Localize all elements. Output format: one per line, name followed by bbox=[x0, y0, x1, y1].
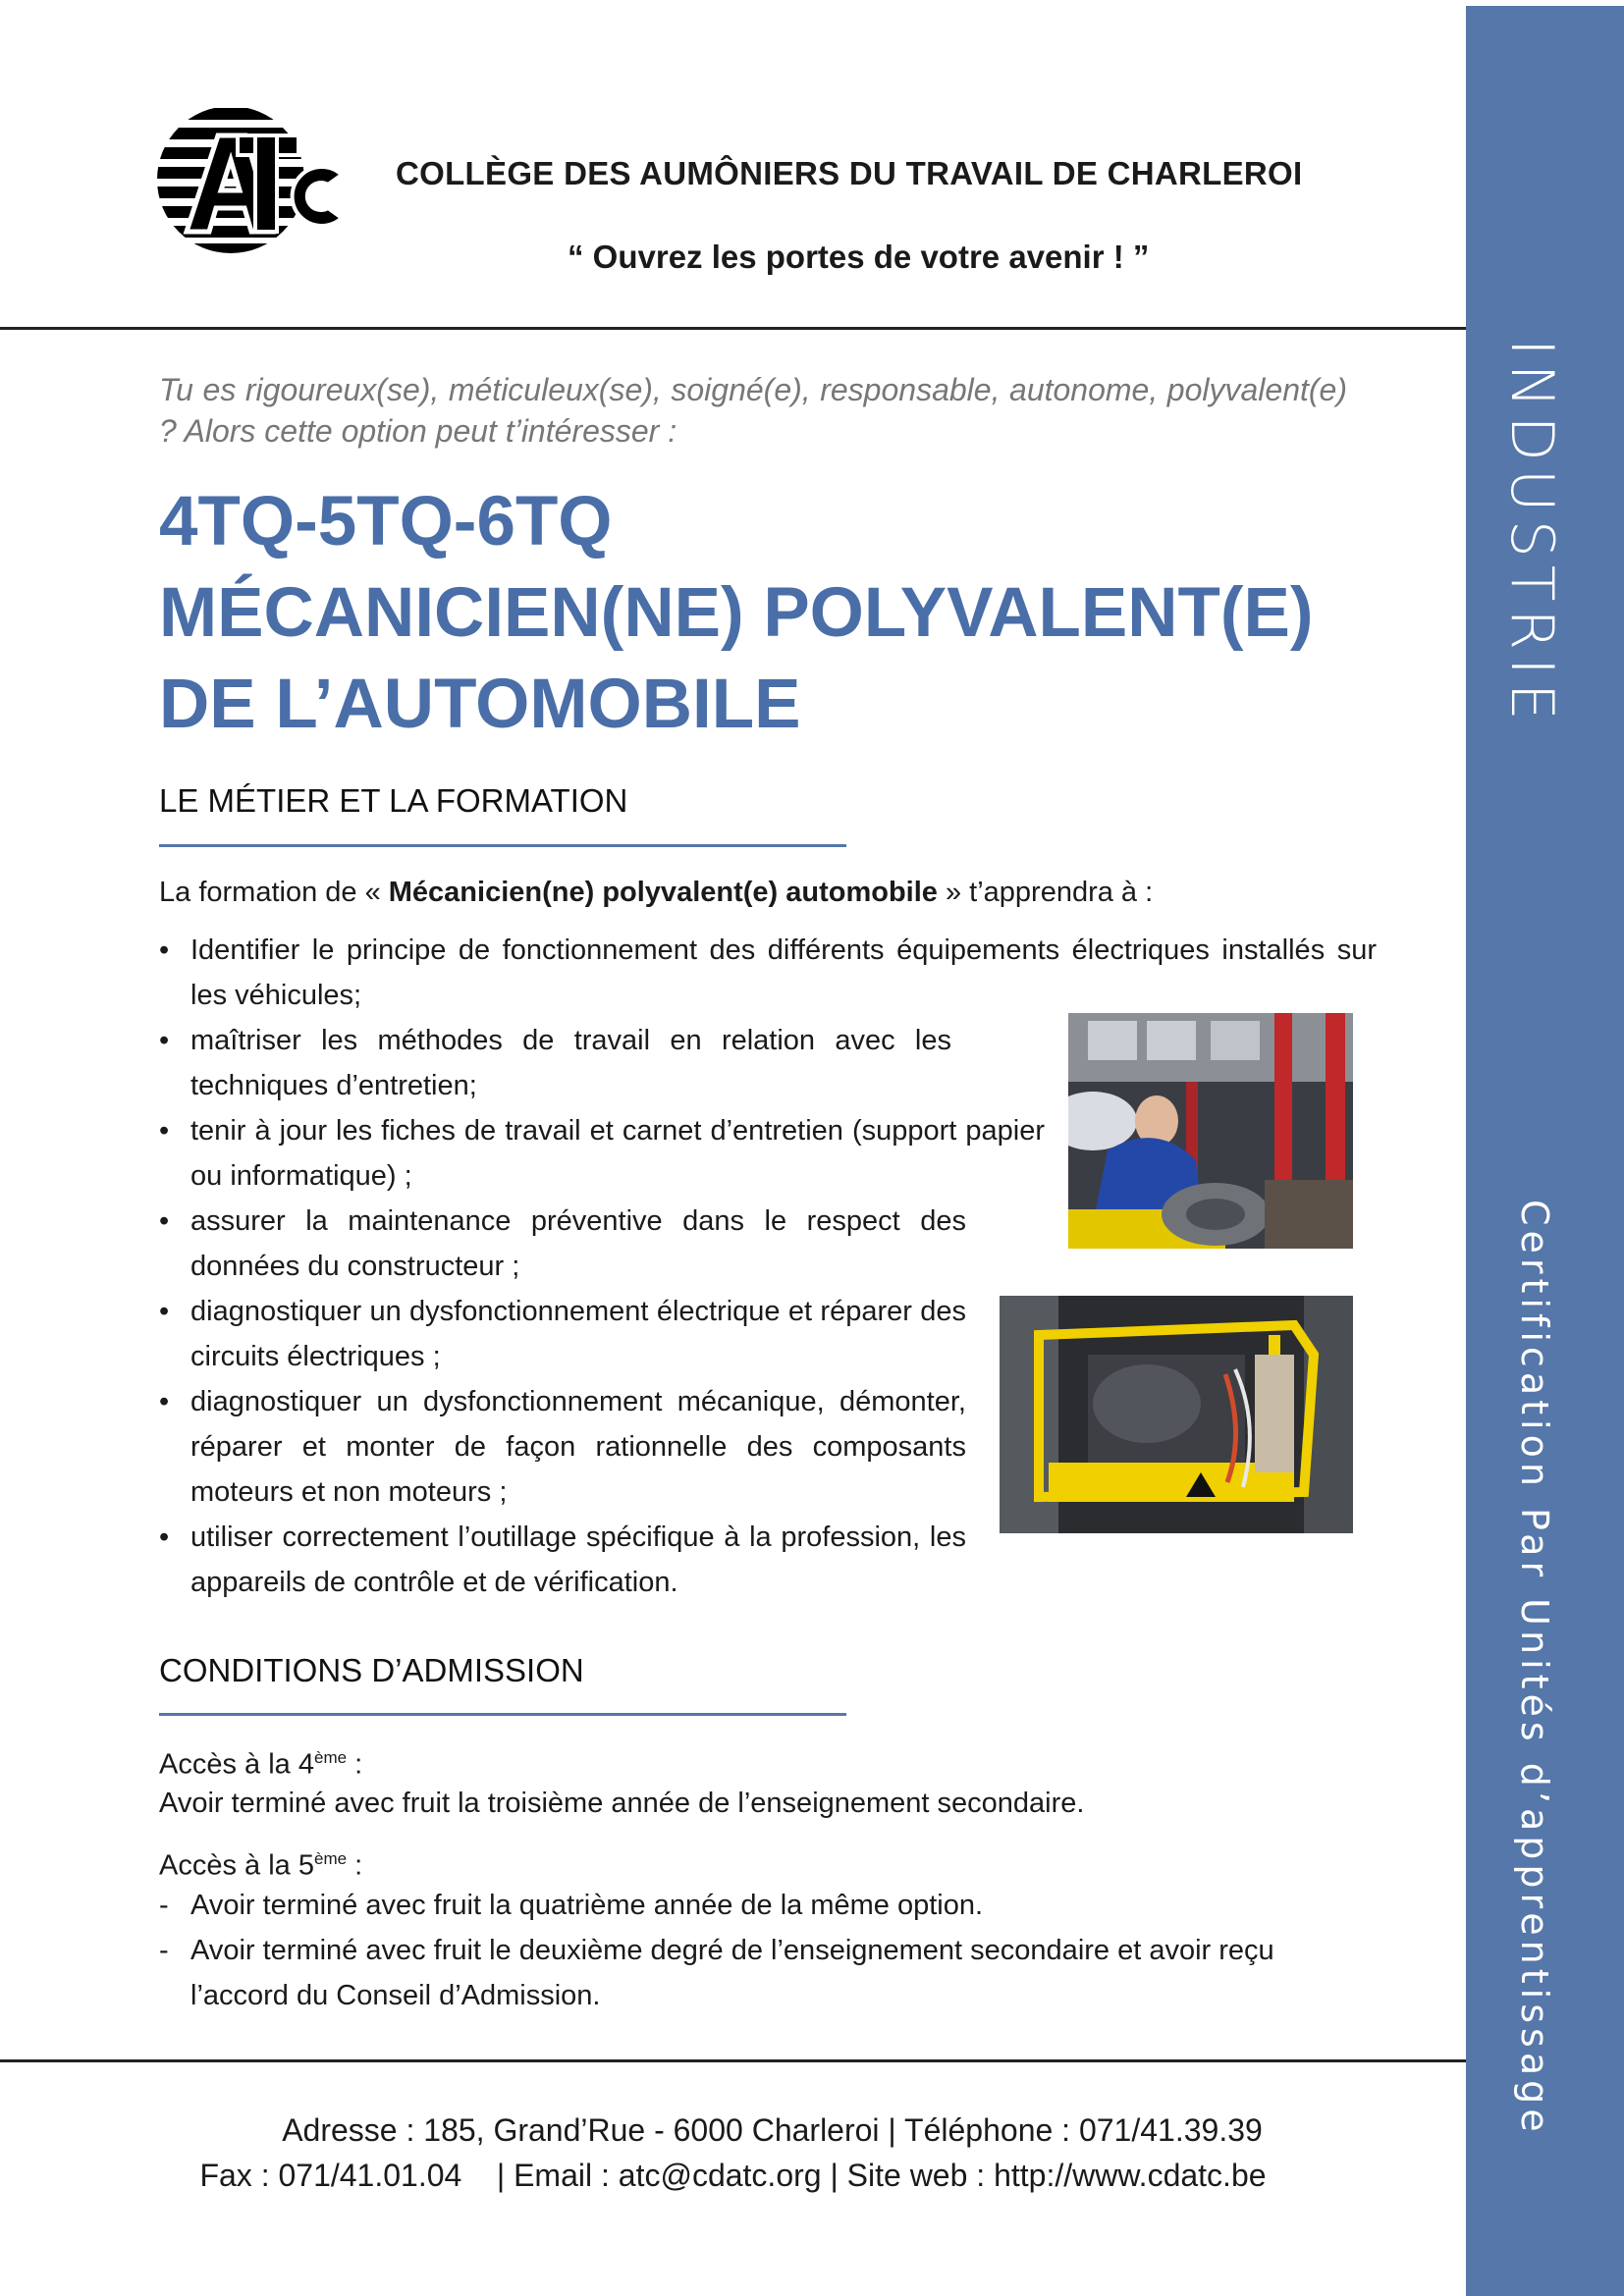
acces-text: Accès à la 4 bbox=[159, 1748, 314, 1781]
acces-text: : bbox=[347, 1849, 363, 1882]
footer-address: Adresse : 185, Grand’Rue - 6000 Charleroi | Téléphone : 071/41.39.39 bbox=[282, 2112, 1263, 2148]
college-name: COLLÈGE DES AUMÔNIERS DU TRAVAIL DE CHARLEROI bbox=[396, 155, 1303, 191]
formation-lead bbox=[159, 877, 1153, 909]
list-item: • diagnostiquer un dysfonctionnement mécanique, démonter, réparer et monter de façon rationnelle des composants moteurs et non moteurs ; bbox=[159, 1379, 966, 1515]
atc-logo bbox=[157, 106, 348, 253]
title-line: 4TQ-5TQ-6TQ bbox=[159, 483, 613, 561]
acces-4-text: Avoir terminé avec fruit la troisième année de l’enseignement secondaire. bbox=[159, 1788, 1085, 1819]
list-item: • assurer la maintenance préventive dans le respect des données du constructeur ; bbox=[159, 1199, 966, 1289]
acces-5-list bbox=[159, 1883, 1337, 2018]
page-title bbox=[159, 476, 1386, 750]
list-item: • diagnostiquer un dysfonctionnement électrique et réparer des circuits électriques ; bbox=[159, 1289, 966, 1379]
section-heading-metier: LE MÉTIER ET LA FORMATION bbox=[159, 782, 628, 819]
sidebar-category: INDUSTRIE bbox=[1497, 339, 1566, 728]
lead-text: La formation de « bbox=[159, 877, 389, 908]
list-item: • maîtriser les méthodes de travail en relation avec les techniques d’entretien; bbox=[159, 1018, 951, 1108]
motto: “ Ouvrez les portes de votre avenir ! ” bbox=[568, 239, 1150, 275]
intro-text: Tu es rigoureux(se), méticuleux(se), soigné(e), responsable, autonome, polyvalent(e) ? Alors cette option peut t’intéresser : bbox=[159, 372, 1347, 449]
section-underline bbox=[159, 1713, 846, 1716]
lead-bold: Mécanicien(ne) polyvalent(e) automobile bbox=[388, 877, 938, 908]
list-item: • tenir à jour les fiches de travail et carnet d’entretien (support papier ou informatique) ; bbox=[159, 1108, 1045, 1199]
list-item: • utiliser correctement l’outillage spécifique à la profession, les appareils de contrôle et de vérification. bbox=[159, 1515, 966, 1605]
acces-text: Accès à la 5 bbox=[159, 1849, 314, 1882]
acces-5-label bbox=[159, 1837, 362, 1889]
sidebar-certification: Certification Par Unités d’apprentissage bbox=[1513, 1200, 1556, 2137]
mechanic-photo bbox=[1068, 1013, 1353, 1249]
title-line: DE L’AUTOMOBILE bbox=[159, 666, 801, 743]
lead-text: » t’apprendra à : bbox=[937, 877, 1154, 908]
footer-divider bbox=[0, 2059, 1466, 2062]
superscript: ème bbox=[313, 1748, 348, 1767]
footer-contact: Fax : 071/41.01.04 | Email : atc@cdatc.org | Site web : http://www.cdatc.be bbox=[199, 2158, 1267, 2193]
acces-text: : bbox=[347, 1748, 363, 1781]
section-underline bbox=[159, 844, 846, 847]
acces-4-label bbox=[159, 1735, 362, 1788]
list-item: - Avoir terminé avec fruit le deuxième degré de l’enseignement secondaire et avoir reçu l’accord du Conseil d’Admission. bbox=[159, 1928, 1349, 2018]
engine-trainer-photo bbox=[1000, 1296, 1353, 1533]
title-line: MÉCANICIEN(NE) POLYVALENT(E) bbox=[159, 574, 1314, 652]
list-item: - Avoir terminé avec fruit la quatrième année de la même option. bbox=[159, 1883, 1337, 1928]
header-divider bbox=[0, 327, 1466, 330]
superscript: ème bbox=[313, 1849, 348, 1868]
section-heading-admission: CONDITIONS D’ADMISSION bbox=[159, 1652, 584, 1688]
list-item: • Identifier le principe de fonctionnement des différents équipements électriques installés sur les véhicules; bbox=[159, 928, 1377, 1018]
